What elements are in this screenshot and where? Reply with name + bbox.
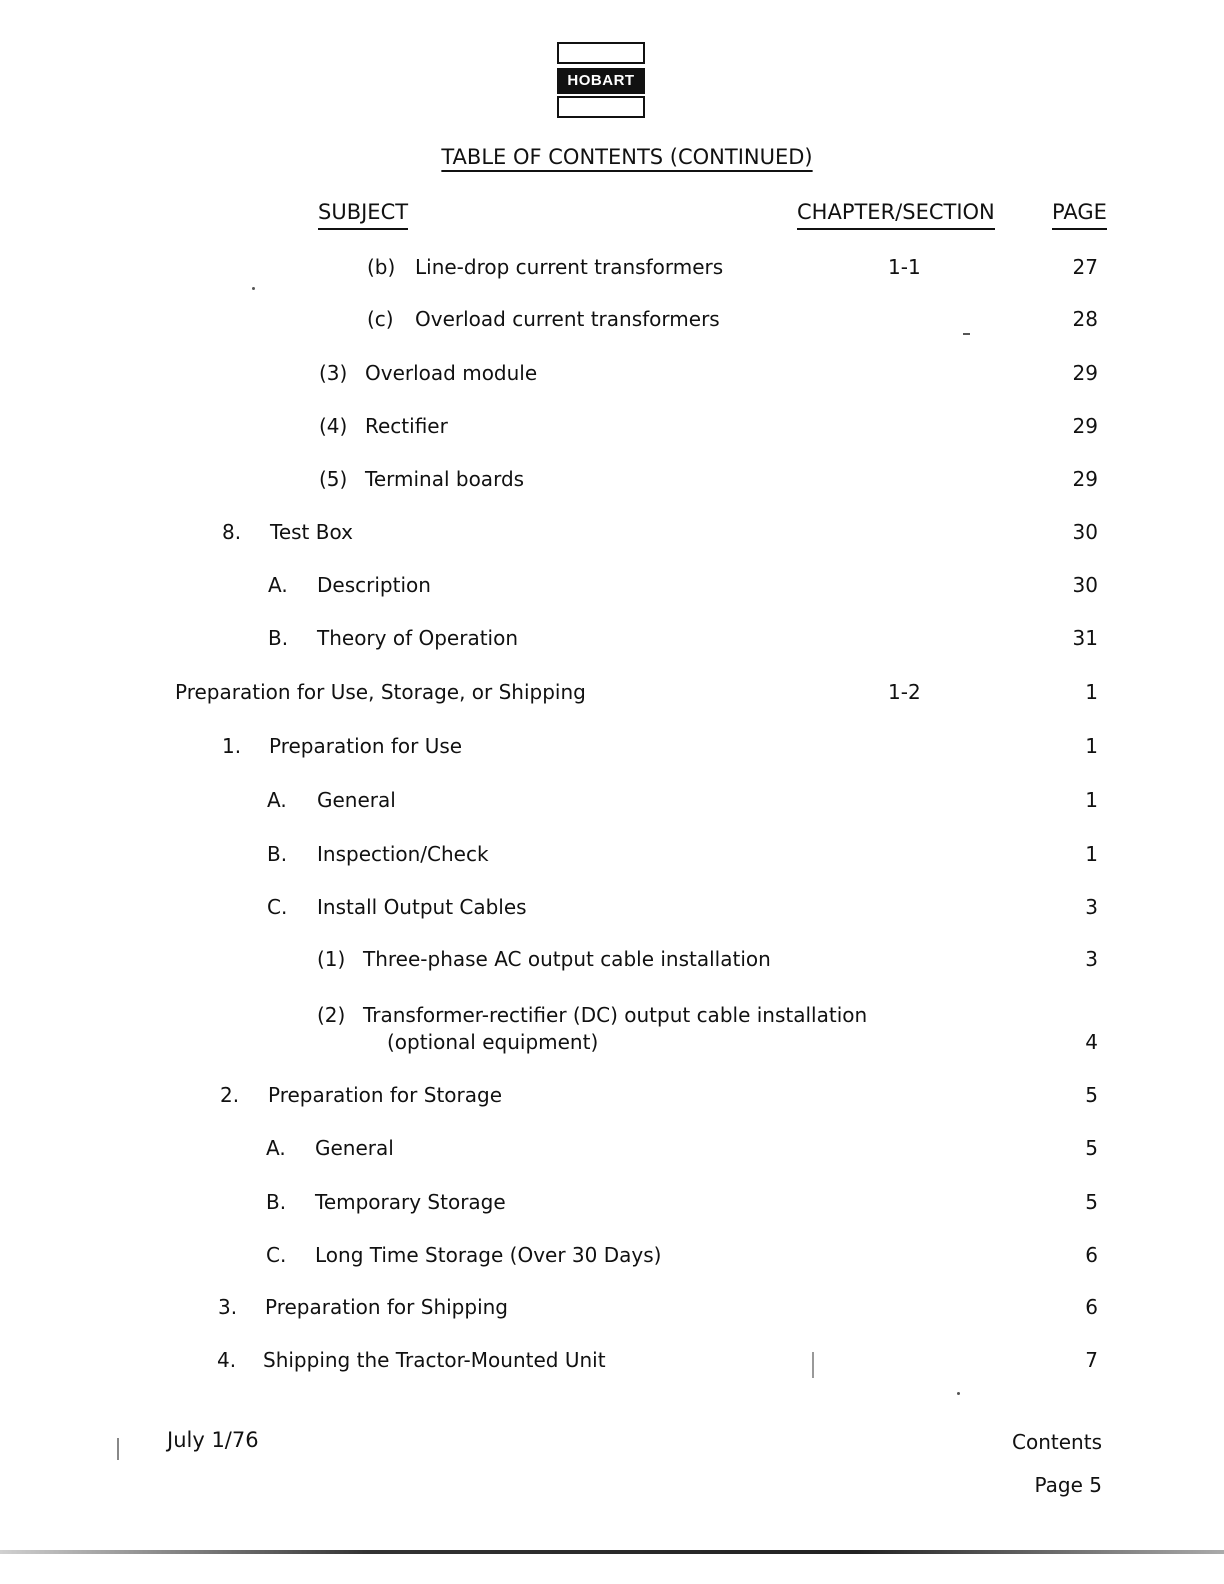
toc-label: Terminal boards — [365, 467, 525, 491]
scan-edge-line — [0, 1550, 1224, 1554]
toc-row — [0, 520, 1224, 550]
toc-marker: C. — [267, 895, 288, 919]
toc-label: Transformer-rectifier (DC) output cable installation — [363, 1003, 868, 1027]
footer-section-name: Contents — [1012, 1430, 1102, 1454]
page-title-text: TABLE OF CONTENTS (CONTINUED) — [441, 145, 813, 169]
toc-label: General — [317, 788, 396, 812]
toc-label: Overload current transformers — [415, 307, 720, 331]
toc-row — [0, 1083, 1224, 1113]
toc-marker: (2) — [317, 1003, 346, 1027]
toc-marker: (c) — [367, 307, 394, 331]
toc-page: 29 — [1072, 361, 1098, 385]
toc-page: 1 — [1085, 734, 1098, 758]
toc-row — [0, 361, 1224, 391]
toc-label-continuation: (optional equipment) — [387, 1030, 599, 1054]
scan-speck — [963, 333, 970, 335]
toc-label: General — [315, 1136, 394, 1160]
toc-marker: (1) — [317, 947, 346, 971]
toc-page: 30 — [1072, 573, 1098, 597]
toc-marker: 2. — [220, 1083, 240, 1107]
toc-marker: B. — [266, 1190, 287, 1214]
toc-page: 3 — [1085, 947, 1098, 971]
toc-row — [0, 573, 1224, 603]
toc-label: Preparation for Storage — [268, 1083, 503, 1107]
toc-label: Preparation for Use, Storage, or Shipping — [175, 680, 586, 704]
toc-page: 29 — [1072, 414, 1098, 438]
toc-page: 27 — [1072, 255, 1098, 279]
toc-section: 1-1 — [888, 255, 921, 279]
toc-marker: (3) — [319, 361, 348, 385]
toc-row — [0, 734, 1224, 764]
toc-row — [0, 1003, 1224, 1033]
toc-row — [0, 307, 1224, 337]
toc-marker: 1. — [222, 734, 242, 758]
toc-label: Preparation for Use — [269, 734, 463, 758]
toc-marker: A. — [267, 788, 287, 812]
toc-marker: 3. — [218, 1295, 238, 1319]
toc-row-continuation — [0, 1030, 1224, 1060]
toc-label: Long Time Storage (Over 30 Days) — [315, 1243, 662, 1267]
subject-header: SUBJECT — [318, 200, 408, 230]
toc-marker: C. — [266, 1243, 287, 1267]
toc-page: 5 — [1085, 1136, 1098, 1160]
toc-row — [0, 1243, 1224, 1273]
page-title — [0, 145, 1224, 169]
logo-bottom-box — [557, 96, 645, 118]
toc-page: 1 — [1085, 680, 1098, 704]
toc-marker: 4. — [217, 1348, 237, 1372]
toc-page: 5 — [1085, 1190, 1098, 1214]
toc-marker: (4) — [319, 414, 348, 438]
toc-page: 7 — [1085, 1348, 1098, 1372]
toc-row — [0, 1190, 1224, 1220]
toc-page: 5 — [1085, 1083, 1098, 1107]
toc-marker: A. — [266, 1136, 286, 1160]
toc-row — [0, 255, 1224, 285]
toc-marker: A. — [268, 573, 288, 597]
scan-speck — [117, 1438, 119, 1460]
toc-row — [0, 1295, 1224, 1325]
toc-row — [0, 1348, 1224, 1378]
toc-section: 1-2 — [888, 680, 921, 704]
toc-label: Inspection/Check — [317, 842, 489, 866]
scan-speck — [812, 1352, 814, 1378]
logo-top-box — [557, 42, 645, 64]
toc-row — [0, 895, 1224, 925]
toc-row — [0, 842, 1224, 872]
page-header: PAGE — [1052, 200, 1107, 230]
toc-row — [0, 947, 1224, 977]
toc-page: 31 — [1072, 626, 1098, 650]
toc-label: Description — [317, 573, 431, 597]
toc-page: 3 — [1085, 895, 1098, 919]
toc-label: Preparation for Shipping — [265, 1295, 508, 1319]
toc-marker: B. — [268, 626, 289, 650]
scan-speck — [252, 287, 255, 290]
toc-page: 30 — [1072, 520, 1098, 544]
toc-page: 1 — [1085, 788, 1098, 812]
hobart-logo: HOBART — [557, 68, 645, 94]
toc-row — [0, 788, 1224, 818]
toc-page: 29 — [1072, 467, 1098, 491]
toc-label: Rectifier — [365, 414, 448, 438]
toc-marker: 8. — [222, 520, 242, 544]
toc-label: Three-phase AC output cable installation — [363, 947, 771, 971]
toc-page: 4 — [1085, 1030, 1098, 1054]
toc-marker: (b) — [367, 255, 396, 279]
toc-page: 6 — [1085, 1295, 1098, 1319]
toc-page: 6 — [1085, 1243, 1098, 1267]
toc-label: Shipping the Tractor-Mounted Unit — [263, 1348, 606, 1372]
toc-label: Line-drop current transformers — [415, 255, 724, 279]
chapter-section-header: CHAPTER/SECTION — [797, 200, 995, 230]
toc-page: 28 — [1072, 307, 1098, 331]
toc-row — [0, 1136, 1224, 1166]
toc-label: Test Box — [270, 520, 353, 544]
toc-row — [0, 414, 1224, 444]
toc-label: Install Output Cables — [317, 895, 527, 919]
toc-marker: (5) — [319, 467, 348, 491]
toc-page: 1 — [1085, 842, 1098, 866]
toc-row — [0, 680, 1224, 710]
toc-row — [0, 626, 1224, 656]
scan-speck — [957, 1392, 960, 1395]
toc-marker: B. — [267, 842, 288, 866]
toc-label: Temporary Storage — [315, 1190, 506, 1214]
revision-date: July 1/76 — [167, 1428, 259, 1452]
toc-label: Theory of Operation — [317, 626, 519, 650]
toc-row — [0, 467, 1224, 497]
footer-page-label: Page 5 — [1034, 1473, 1102, 1497]
toc-label: Overload module — [365, 361, 538, 385]
